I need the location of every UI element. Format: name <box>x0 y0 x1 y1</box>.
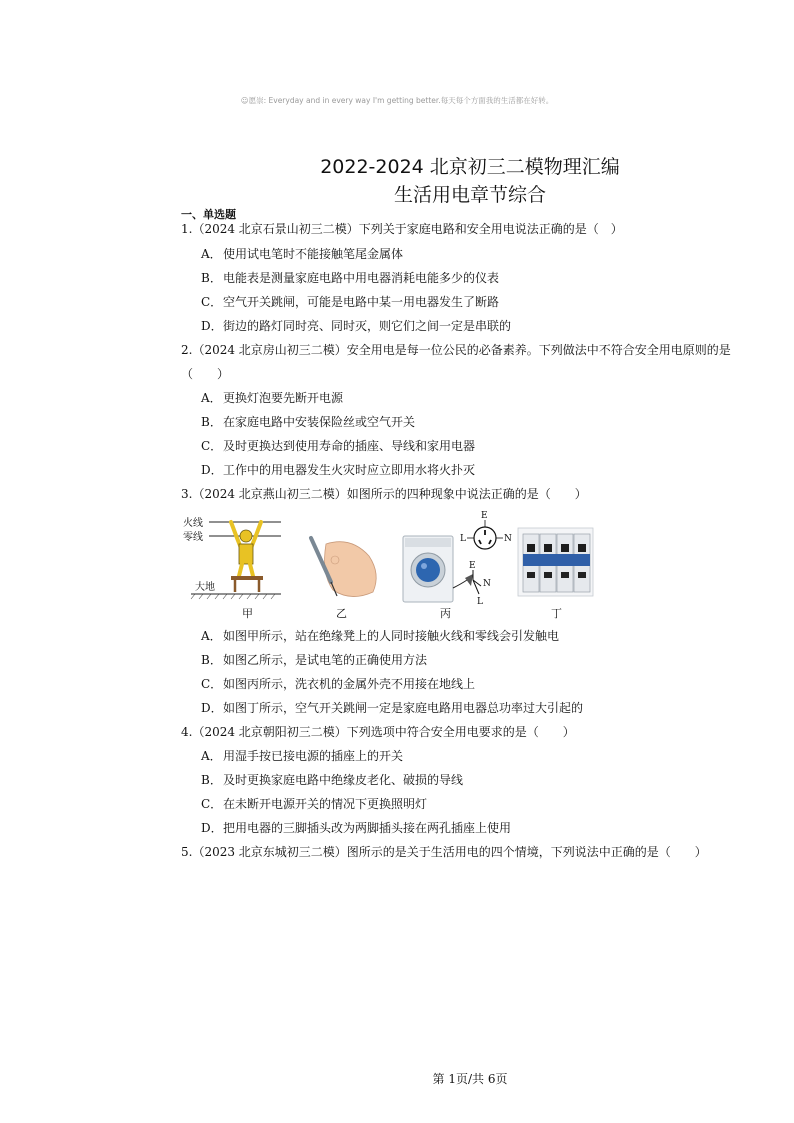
option-text: 及时更换达到使用寿命的插座、导线和家用电器 <box>223 439 476 453</box>
option-letter: D． <box>201 319 223 333</box>
option-letter: A． <box>201 629 222 643</box>
option-letter: C． <box>201 295 223 309</box>
option-text: 如图乙所示，是试电笔的正确使用方法 <box>223 653 428 667</box>
question-2-option-d <box>201 461 475 478</box>
option-letter: D． <box>201 463 223 477</box>
option-text: 空气开关跳闸，可能是电路中某一用电器发生了断路 <box>223 295 500 309</box>
socket-earth-label: E <box>481 511 488 521</box>
option-letter: A． <box>201 749 222 763</box>
neutral-wire-label: 零线 <box>183 532 203 543</box>
question-1-stem: 1.（2024 北京石景山初三二模）下列关于家庭电路和安全用电说法正确的是（ ） <box>181 222 623 236</box>
option-letter: C． <box>201 797 223 811</box>
option-letter: C． <box>201 677 223 691</box>
plug-live-label: L <box>477 597 483 607</box>
live-wire-label: 火线 <box>183 518 203 529</box>
plug-earth-label: E <box>469 561 476 571</box>
socket-live-label: L <box>460 534 466 544</box>
question-3-option-c <box>201 675 475 692</box>
option-letter: C． <box>201 439 223 453</box>
figure-caption-yi: 乙 <box>336 607 347 620</box>
figure-illustrations <box>181 508 601 618</box>
question-3-option-a <box>201 627 559 644</box>
question-3-figure <box>181 508 601 618</box>
option-letter: B． <box>201 415 222 429</box>
option-text: 用湿手按已接电源的插座上的开关 <box>223 749 404 763</box>
figure-caption-ding: 丁 <box>551 607 562 620</box>
question-2-option-b <box>201 413 415 430</box>
question-4-option-d <box>201 819 511 836</box>
socket-neutral-label: N <box>504 534 512 544</box>
question-4-option-c <box>201 795 427 812</box>
figure-caption-bing: 丙 <box>440 607 451 620</box>
option-text: 及时更换家庭电路中绝缘皮老化、破损的导线 <box>223 773 464 787</box>
option-letter: A． <box>201 247 222 261</box>
page-footer: 第 1页/共 6页 <box>432 1072 508 1086</box>
option-text: 如图丁所示，空气开关跳闸一定是家庭电路用电器总功率过大引起的 <box>223 701 584 715</box>
option-letter: D． <box>201 821 223 835</box>
question-5-stem: 5.（2023 北京东城初三二模）图所示的是关于生活用电的四个情境，下列说法中正确的是（ ） <box>181 845 707 859</box>
question-1-option-a <box>201 245 403 262</box>
question-4-stem: 4.（2024 北京朝阳初三二模）下列选项中符合安全用电要求的是（ ） <box>181 725 575 739</box>
question-4-option-a <box>201 747 403 764</box>
option-text: 如图丙所示，洗衣机的金属外壳不用接在地线上 <box>223 677 476 691</box>
question-3-option-d <box>201 699 583 716</box>
plug-pins-icon <box>469 561 491 607</box>
figure-caption-jia: 甲 <box>242 607 253 620</box>
option-letter: B． <box>201 653 222 667</box>
question-3-stem: 3.（2024 北京燕山初三二模）如图所示的四种现象中说法正确的是（ ） <box>181 487 587 501</box>
question-4-option-b <box>201 771 463 788</box>
question-2-stem-continued: （ ） <box>181 367 230 381</box>
option-text: 街边的路灯同时亮、同时灭，则它们之间一定是串联的 <box>223 319 512 333</box>
question-2-option-c <box>201 437 475 454</box>
section-heading: 一、单选题 <box>181 208 236 221</box>
watermark: ☺愿崇: Everyday and in every way I'm getting better.每天每个方面我的生活都在好转。 <box>240 96 554 105</box>
option-text: 使用试电笔时不能接触笔尾金属体 <box>223 247 404 261</box>
test-pen-illustration <box>311 538 376 597</box>
air-circuit-breaker-illustration <box>518 528 593 596</box>
washing-machine-illustration <box>403 536 473 602</box>
option-letter: B． <box>201 773 222 787</box>
question-2-option-a <box>201 389 343 406</box>
question-2-stem: 2.（2024 北京房山初三二模）安全用电是每一位公民的必备素养。下列做法中不符合安全用电原则的是 <box>181 343 731 357</box>
option-text: 把用电器的三脚插头改为两脚插头接在两孔插座上使用 <box>223 821 512 835</box>
question-1-option-c <box>201 293 499 310</box>
page-title: 2022-2024 北京初三二模物理汇编 <box>320 156 620 178</box>
option-text: 如图甲所示，站在绝缘凳上的人同时接触火线和零线会引发触电 <box>223 629 560 643</box>
option-text: 工作中的用电器发生火灾时应立即用水将火扑灭 <box>223 463 476 477</box>
question-1-option-b <box>201 269 499 286</box>
person-on-stool-illustration <box>183 516 281 599</box>
option-text: 在家庭电路中安装保险丝或空气开关 <box>223 415 416 429</box>
option-letter: B． <box>201 271 222 285</box>
ground-label: 大地 <box>195 582 215 593</box>
page-subtitle: 生活用电章节综合 <box>393 184 546 206</box>
option-letter: D． <box>201 701 223 715</box>
plug-neutral-label: N <box>483 579 491 589</box>
option-text: 电能表是测量家庭电路中用电器消耗电能多少的仪表 <box>223 271 500 285</box>
question-3-option-b <box>201 651 427 668</box>
three-hole-socket-icon <box>460 511 512 549</box>
option-text: 更换灯泡要先断开电源 <box>223 391 344 405</box>
option-letter: A． <box>201 391 222 405</box>
option-text: 在未断开电源开关的情况下更换照明灯 <box>223 797 428 811</box>
question-1-option-d <box>201 317 511 334</box>
